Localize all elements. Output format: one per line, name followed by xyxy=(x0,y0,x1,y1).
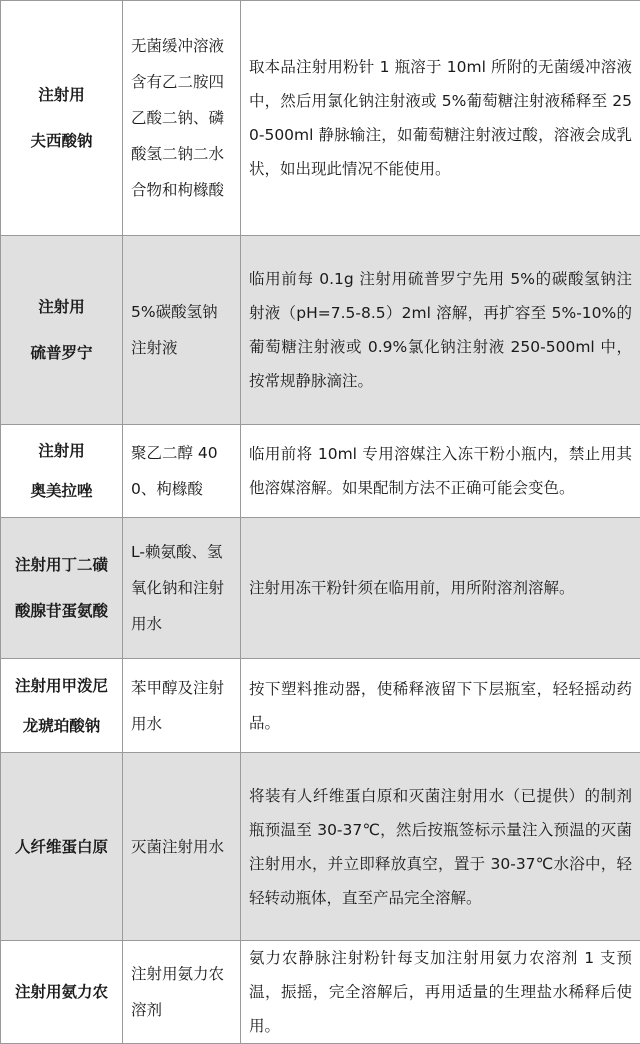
method-cell: 按下塑料推动器，使稀释液留下下层瓶室，轻轻摇动药品。 xyxy=(241,659,640,753)
drug-name-line: 龙琥珀酸钠 xyxy=(7,706,116,746)
solvent-cell: 注射用氨力农溶剂 xyxy=(123,941,241,1044)
table-row xyxy=(1,1,640,236)
solvent-cell: 灭菌注射用水 xyxy=(123,753,241,941)
solvent-cell: 聚乙二醇 400、枸橼酸 xyxy=(123,425,241,518)
drug-name-cell xyxy=(1,425,123,518)
drug-name-line: 注射用 xyxy=(7,72,116,118)
drug-name-line: 注射用甲泼尼 xyxy=(7,666,116,706)
drug-name-line: 奥美拉唑 xyxy=(7,471,116,511)
table-row xyxy=(1,753,640,941)
solvent-cell: 苯甲醇及注射用水 xyxy=(123,659,241,753)
solvent-cell: 无菌缓冲溶液含有乙二胺四乙酸二钠、磷酸氢二钠二水合物和枸橼酸 xyxy=(123,1,241,236)
method-cell: 将装有人纤维蛋白原和灭菌注射用水（已提供）的制剂瓶预温至 30-37℃，然后按瓶签标示量注入预温的灭菌注射用水，并立即释放真空，置于 30-37℃水浴中，轻轻转动瓶体，直至产品完全溶解。 xyxy=(241,753,640,941)
solvent-cell: 5%碳酸氢钠注射液 xyxy=(123,236,241,425)
drug-name-cell xyxy=(1,518,123,659)
drug-name-line: 注射用 xyxy=(7,284,116,330)
drug-name-line: 夫西酸钠 xyxy=(7,118,116,164)
table-row xyxy=(1,236,640,425)
drug-name-cell xyxy=(1,941,123,1044)
drug-name-line: 硫普罗宁 xyxy=(7,330,116,376)
method-cell: 临用前将 10ml 专用溶媒注入冻干粉小瓶内，禁止用其他溶媒溶解。如果配制方法不正确可能会变色。 xyxy=(241,425,640,518)
table-row xyxy=(1,659,640,753)
solvent-cell: L-赖氨酸、氢氧化钠和注射用水 xyxy=(123,518,241,659)
method-cell: 氨力农静脉注射粉针每支加注射用氨力农溶剂 1 支预温，振摇，完全溶解后，再用适量的生理盐水稀释后使用。 xyxy=(241,941,640,1044)
drug-name-line: 人纤维蛋白原 xyxy=(7,824,116,870)
drug-name-cell xyxy=(1,236,123,425)
drug-name-line: 注射用 xyxy=(7,431,116,471)
drug-name-line: 注射用丁二磺 xyxy=(7,542,116,588)
drug-name-line: 酸腺苷蛋氨酸 xyxy=(7,588,116,634)
table-row xyxy=(1,941,640,1044)
method-cell: 取本品注射用粉针 1 瓶溶于 10ml 所附的无菌缓冲溶液中，然后用氯化钠注射液或 5%葡萄糖注射液稀释至 250-500ml 静脉输注，如葡萄糖注射液过酸，溶液会成乳状，如出现此情况不能使用。 xyxy=(241,1,640,236)
drug-name-cell xyxy=(1,1,123,236)
method-cell: 注射用冻干粉针须在临用前，用所附溶剂溶解。 xyxy=(241,518,640,659)
drug-name-cell xyxy=(1,753,123,941)
drug-name-line: 注射用氨力农 xyxy=(7,969,116,1015)
method-cell: 临用前每 0.1g 注射用硫普罗宁先用 5%的碳酸氢钠注射液（pH=7.5-8.5）2ml 溶解，再扩容至 5%-10%的葡萄糖注射液或 0.9%氯化钠注射液 250-500ml 中，按常规静脉滴注。 xyxy=(241,236,640,425)
drug-name-cell xyxy=(1,659,123,753)
table-row xyxy=(1,518,640,659)
table-row xyxy=(1,425,640,518)
